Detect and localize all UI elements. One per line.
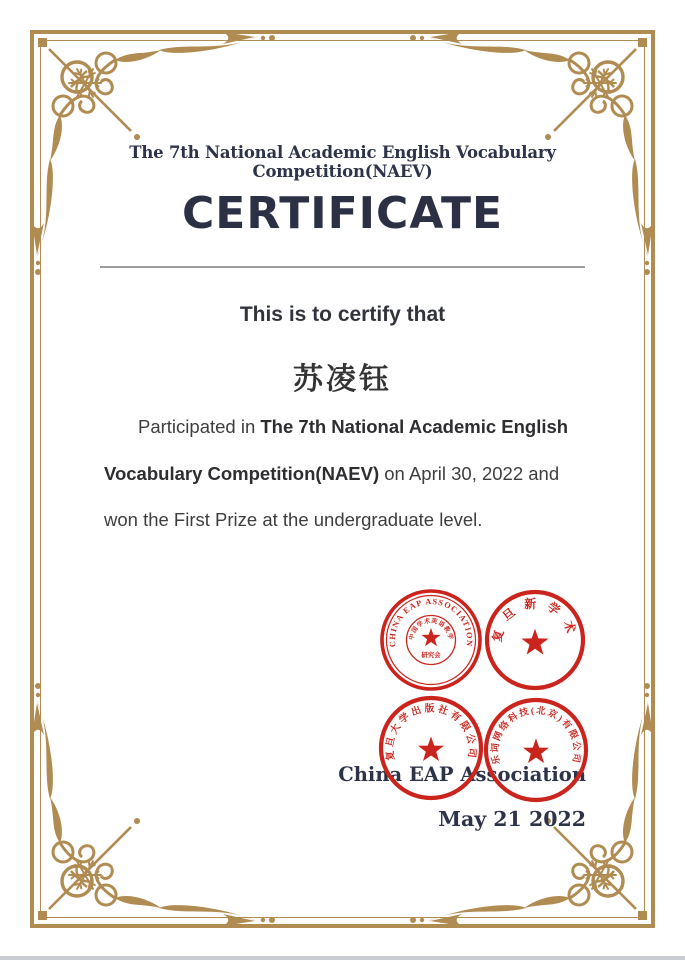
star-icon [523, 738, 549, 763]
star-icon [418, 736, 444, 761]
seal-ring-text: 乐词网络科技(北京)有限公司 [489, 705, 583, 766]
body-paragraph [104, 416, 596, 556]
body-line: Vocabulary Competition(NAEV) on April 30, 2022 and [104, 462, 560, 484]
certificate-heading: CERTIFICATE [181, 188, 504, 239]
page-bottom-edge [0, 956, 685, 960]
recipient-name: 苏凌钰 [293, 363, 392, 396]
seal-ring-text: 复旦新学术 [489, 596, 581, 644]
body-line: Participated in The 7th National Academic English [138, 416, 569, 437]
seal-china-eap-association [377, 586, 485, 694]
seal-inner-text: 中国学术英语教学 [408, 617, 454, 641]
body-line: won the First Prize at the undergraduate level. [104, 509, 483, 530]
seal-bottom-text: 研究会 [421, 652, 441, 659]
competition-title: The 7th National Academic English Vocabulary Competition(NAEV) [129, 143, 556, 181]
star-icon [421, 628, 440, 646]
seal-fudan-new-academic [481, 586, 589, 694]
divider-line [100, 266, 585, 268]
seal-ring-text: CHINA EAP ASSOCIATION [387, 596, 475, 648]
star-icon [521, 629, 548, 655]
seal-ring-text: 复旦大学出版社有限公司 [384, 703, 478, 762]
snowflake-icon [32, 683, 275, 926]
signature-date: May 21 2022 [438, 807, 586, 831]
corner-flourish-bottom-left [27, 681, 277, 931]
certify-text: This is to certify that [239, 303, 446, 326]
organization-name: China EAP Association [338, 763, 586, 786]
seal-fudan-university-press [377, 694, 485, 802]
seal-leci-network-technology [482, 696, 590, 804]
